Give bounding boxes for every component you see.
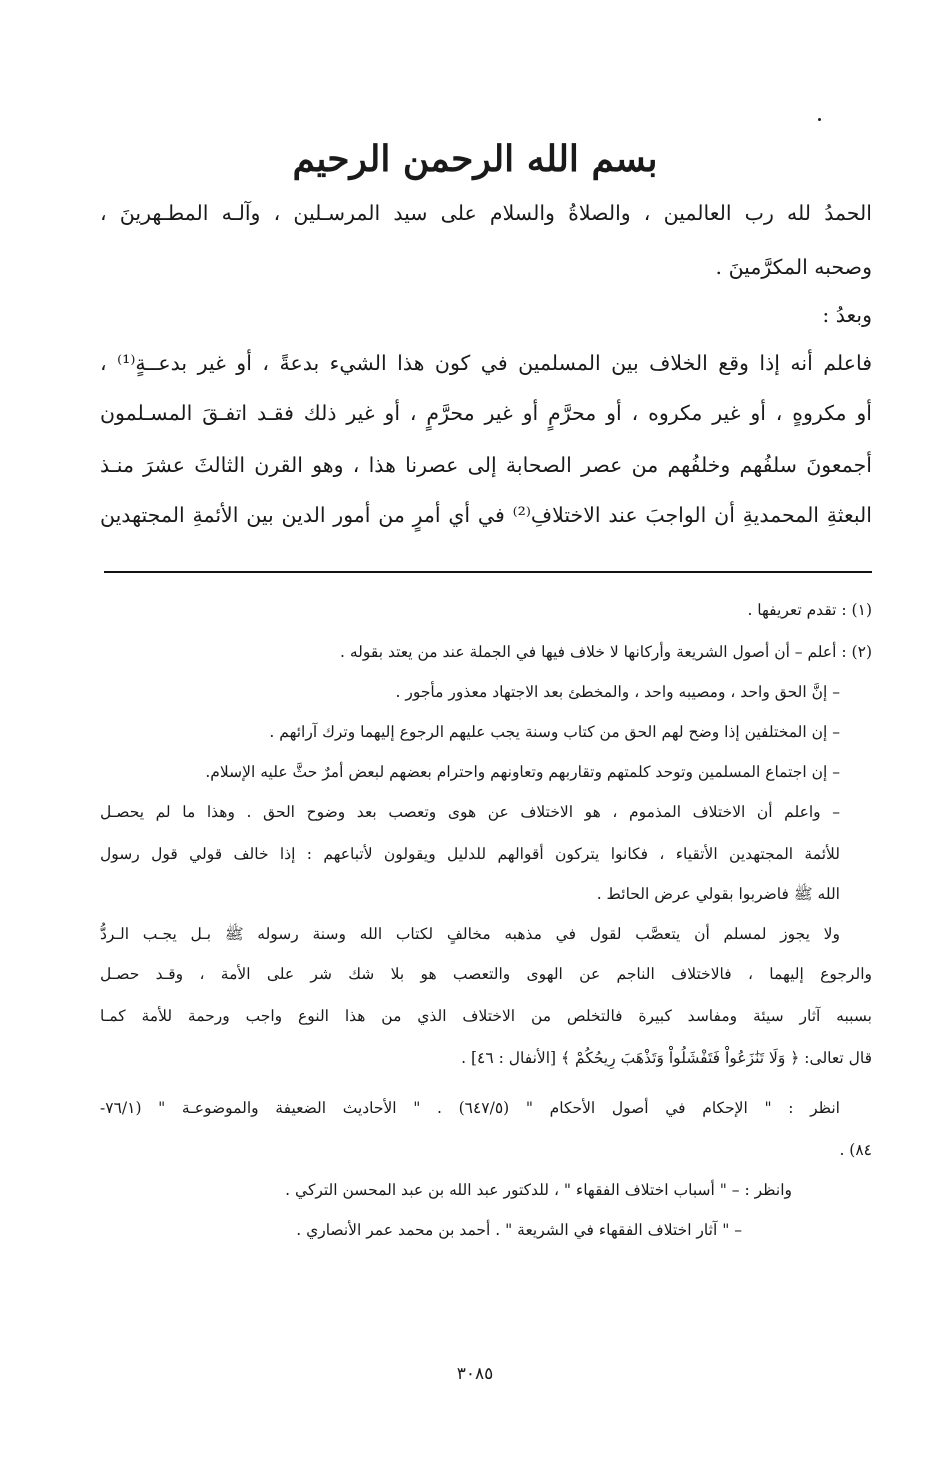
footnote-line: – إنَّ الحق واحد ، ومصيبه واحد ، والمخطئ بعد الاجتهاد معذور مأجور .: [395, 683, 840, 701]
body-line: فاعلم أنه إذا وقع الخلاف بين المسلمين في كون هذا الشيء بدعةً ، أو غير بدعــةٍ⁽¹⁾ ،: [100, 351, 872, 375]
body-line: أو مكروهٍ ، أو غير مكروه ، أو محرَّمٍ أو غير محرَّمٍ ، أو غير ذلك فقـد اتفـقَ المسـلمون: [100, 401, 872, 425]
footnote-line: (٢) : أعلم – أن أصول الشريعة وأركانها لا خلاف فيها في الجملة عند من يعتد بقوله .: [339, 643, 872, 661]
body-line: أجمعونَ سلفُهم وخلفُهم من عصر الصحابة إلى عصرنا هذا ، وهو القرن الثالثَ عشرَ منـذ: [100, 453, 872, 477]
footnote-line: – واعلم أن الاختلاف المذموم ، هو الاختلاف عن هوى وتعصب بعد وضوح الحق . وهذا ما لم يحصـل: [100, 803, 840, 821]
footnote-line: للأئمة المجتهدين الأتقياء ، فكانوا يتركون أقوالهم للدليل ويقولون لأتباعهم : إذا خالف قولي قول رسول: [100, 845, 840, 863]
body-line: وبعدُ :: [822, 303, 872, 327]
page-title: بسم الله الرحمن الرحيم: [292, 138, 658, 180]
stray-mark: [818, 118, 821, 121]
footnote-line: الله ﷺ فاضربوا بقولي عرض الحائط .: [596, 885, 840, 903]
page-number: ٣٠٨٥: [456, 1364, 494, 1384]
footnote-line: ٨٤) .: [839, 1141, 872, 1159]
body-line: البعثةِ المحمديةِ أن الواجبَ عند الاختلافِ⁽²⁾ في أي أمرٍ من أمور الدين بين الأئمةِ المجتهدين: [100, 503, 872, 527]
quran-verse-line: قال تعالى: ﴿ وَلَا تَنَٰزَعُواْ فَتَفْشَلُواْ وَتَذْهَبَ رِيحُكُمْ ﴾ [الأنفال : ٤٦] .: [461, 1049, 872, 1067]
footnote-line: انظر : " الإحكام في أصول الأحكام " (٦٤٧/٥) . " الأحاديث الضعيفة والموضوعـة " (٧٦/١-: [100, 1099, 840, 1117]
footnote-line: والرجوع إليهما ، فالاختلاف الناجم عن الهوى والتعصب هو بلا شك شر على الأمة ، وقـد حصـل: [100, 965, 872, 983]
footnote-divider: [104, 571, 872, 573]
footnote-line: – إن المختلفين إذا وضح لهم الحق من كتاب وسنة يجب عليهم الرجوع إليهما وترك آرائهم .: [269, 723, 840, 741]
footnote-line: وانظر : – " أسباب اختلاف الفقهاء " ، للدكتور عبد الله بن عبد المحسن التركي .: [285, 1181, 792, 1199]
footnote-line: – " آثار اختلاف الفقهاء في الشريعة " . أحمد بن محمد عمر الأنصاري .: [296, 1221, 742, 1239]
body-line: وصحبه المكرَّمينَ .: [715, 255, 872, 279]
footnote-line: بسببه آثار سيئة ومفاسد كبيرة فالتخلص من الاختلاف الذي من هذا النوع واجب ورحمة للأمة كمـا: [100, 1007, 872, 1025]
footnote-line: – إن اجتماع المسلمين وتوحد كلمتهم وتقاربهم وتعاونهم واحترام بعضهم لبعض أمرٌ حثَّ عليه الإسلام.: [205, 763, 840, 781]
body-line: الحمدُ لله رب العالمين ، والصلاةُ والسلام على سيد المرسـلين ، وآلـه المطـهرينَ ،: [100, 201, 872, 225]
footnote-line: (١) : تقدم تعريفها .: [747, 601, 872, 619]
footnote-line: ولا يجوز لمسلم أن يتعصَّب لقول في مذهبه مخالفٍ لكتاب الله وسنة رسوله ﷺ بـل يجـب الـردُّ: [100, 925, 840, 943]
